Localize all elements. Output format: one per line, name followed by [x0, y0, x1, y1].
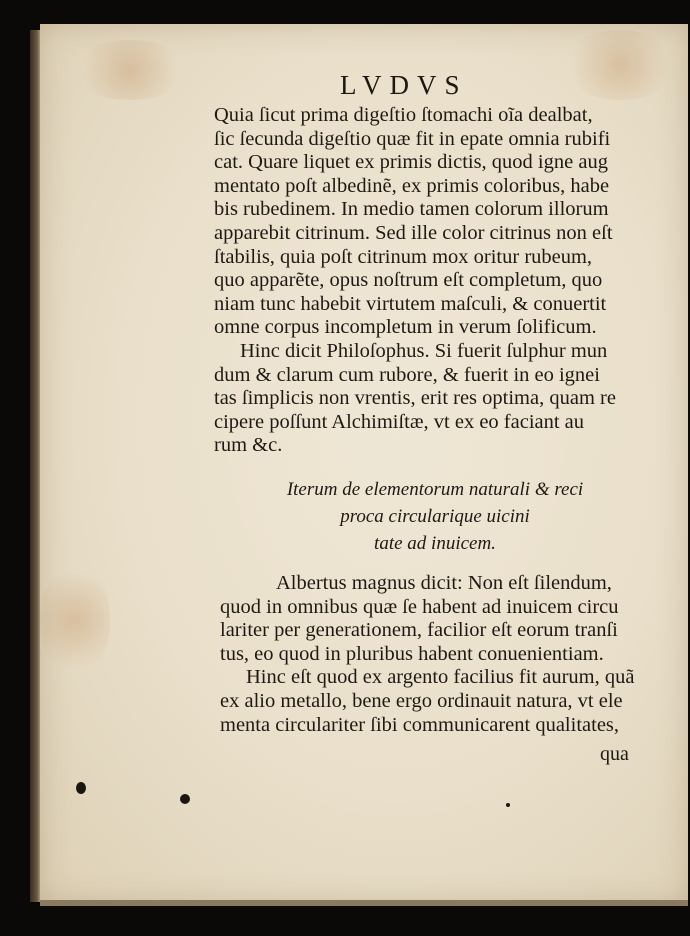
text-line: Albertus magnus dicit: Non eſt ſilendum,: [276, 572, 612, 594]
text-line: quo apparẽte, opus noſtrum eſt completum, quo: [214, 269, 603, 292]
text-line: bis rubedinem. In medio tamen colorum illorum: [214, 198, 609, 221]
text-line: Quia ſicut prima digeſtio ſtomachi oĩa dealbat,: [214, 104, 593, 126]
text-line: lariter per generationem, facilior eſt eorum tranſi: [220, 619, 618, 642]
ink-spot: [180, 794, 190, 804]
running-header: LVDVS: [340, 70, 468, 100]
text-line: omne corpus incompletum in verum ſolificum.: [214, 316, 597, 339]
text-line: ſic ſecunda digeſtio quæ fit in epate omnia rubifi: [214, 127, 611, 150]
text-line: tas ſimplicis non vrentis, erit res optima, quam re: [214, 387, 616, 410]
section-title: [240, 476, 630, 557]
ink-spot: [76, 782, 86, 794]
paragraph-3: [220, 572, 650, 737]
text-line: cipere poſſunt Alchimiſtæ, vt ex eo faciant au: [214, 410, 585, 433]
text-line: Hinc eſt quod ex argento facilius fit aurum, quã: [246, 666, 635, 689]
text-line: dum & clarum cum rubore, & fuerit in eo ignei: [214, 363, 600, 386]
text-line: quod in omnibus quæ ſe habent ad inuicem circu: [220, 595, 619, 618]
page-bottom-edge: [40, 900, 688, 906]
catchword: qua: [600, 743, 629, 765]
paragraph-1: [214, 104, 644, 458]
text-line: ex alio metallo, bene ergo ordinauit natura, vt ele: [220, 689, 623, 712]
text-line: niam tunc habebit virtutem maſculi, & conuertit: [214, 292, 607, 315]
text-line: apparebit citrinum. Sed ille color citrinus non eſt: [214, 221, 613, 244]
ink-spot: [506, 803, 510, 807]
section-title-line: Iterum de elementorum naturali & reci: [286, 479, 584, 500]
section-title-line: proca circularique uicini: [340, 506, 530, 527]
text-line: mentato poſt albedinẽ, ex primis coloribus, habe: [214, 174, 610, 197]
section-title-line: tate ad inuicem.: [374, 533, 496, 554]
text-line: cat. Quare liquet ex primis dictis, quod igne aug: [214, 151, 608, 174]
paper-stain: [70, 40, 190, 100]
text-line: Hinc dicit Philoſophus. Si fuerit ſulphur mun: [240, 339, 608, 362]
paper-stain: [40, 560, 110, 680]
paper-stain: [560, 30, 680, 100]
text-line: ſtabilis, quia poſt citrinum mox oritur rubeum,: [214, 245, 593, 268]
text-line: tus, eo quod in pluribus habent conuenientiam.: [220, 642, 604, 665]
text-line: menta circulariter ſibi communicarent qualitates,: [220, 713, 620, 736]
text-line: rum &c.: [214, 434, 283, 457]
